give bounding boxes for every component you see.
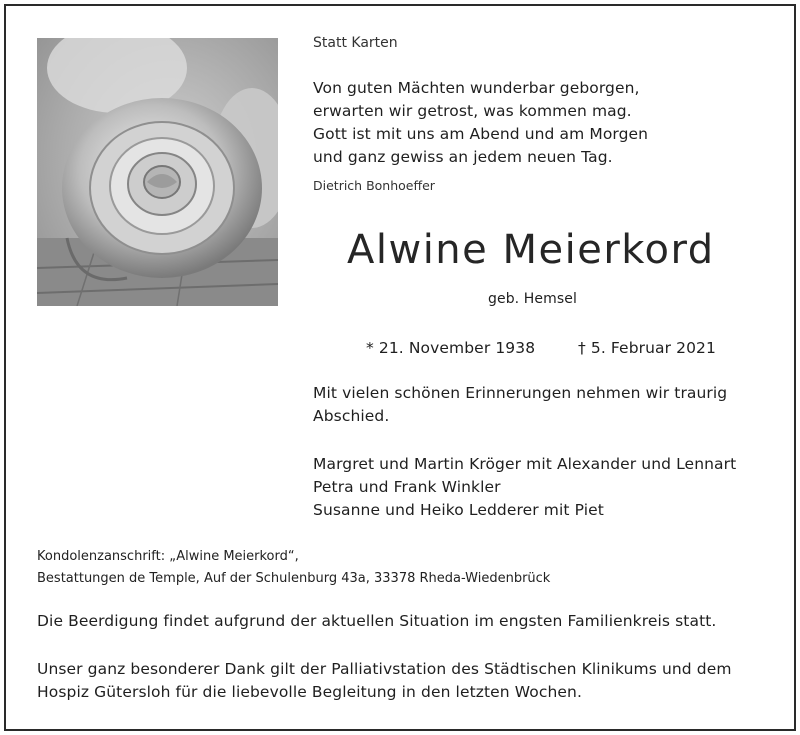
death-date: † 5. Februar 2021 — [578, 339, 716, 357]
condolence-line: Kondolenzanschrift: „Alwine Meierkord“, — [37, 549, 299, 564]
condolence-line: Bestattungen de Temple, Auf der Schulenburg 43a, 33378 Rheda-Wiedenbrück — [37, 571, 551, 586]
family-list — [313, 453, 736, 522]
deceased-name: Alwine Meierkord — [347, 227, 715, 273]
poem-line: und ganz gewiss an jedem neuen Tag. — [313, 148, 613, 166]
farewell-line: Mit vielen schönen Erinnerungen nehmen wir traurig — [313, 384, 728, 402]
birth-date: * 21. November 1938 — [366, 339, 536, 357]
thanks-note — [37, 658, 732, 704]
thanks-line: Unser ganz besonderer Dank gilt der Palliativstation des Städtischen Klinikums und dem — [37, 660, 732, 678]
poem — [313, 77, 648, 169]
funeral-note: Die Beerdigung findet aufgrund der aktuellen Situation im engsten Familienkreis statt. — [37, 612, 717, 630]
poem-author: Dietrich Bonhoeffer — [313, 178, 435, 193]
farewell-message — [313, 382, 727, 428]
poem-line: erwarten wir getrost, was kommen mag. — [313, 102, 632, 120]
statt-karten-label: Statt Karten — [313, 35, 398, 51]
farewell-line: Abschied. — [313, 407, 390, 425]
family-member: Petra und Frank Winkler — [313, 478, 501, 496]
condolence-address — [37, 546, 550, 590]
rose-photo — [37, 38, 278, 306]
maiden-name: geb. Hemsel — [488, 291, 577, 307]
family-member: Susanne und Heiko Ledderer mit Piet — [313, 501, 604, 519]
thanks-line: Hospiz Gütersloh für die liebevolle Begleitung in den letzten Wochen. — [37, 683, 582, 701]
poem-line: Gott ist mit uns am Abend und am Morgen — [313, 125, 649, 143]
family-member: Margret und Martin Kröger mit Alexander und Lennart — [313, 455, 737, 473]
poem-line: Von guten Mächten wunderbar geborgen, — [313, 79, 640, 97]
